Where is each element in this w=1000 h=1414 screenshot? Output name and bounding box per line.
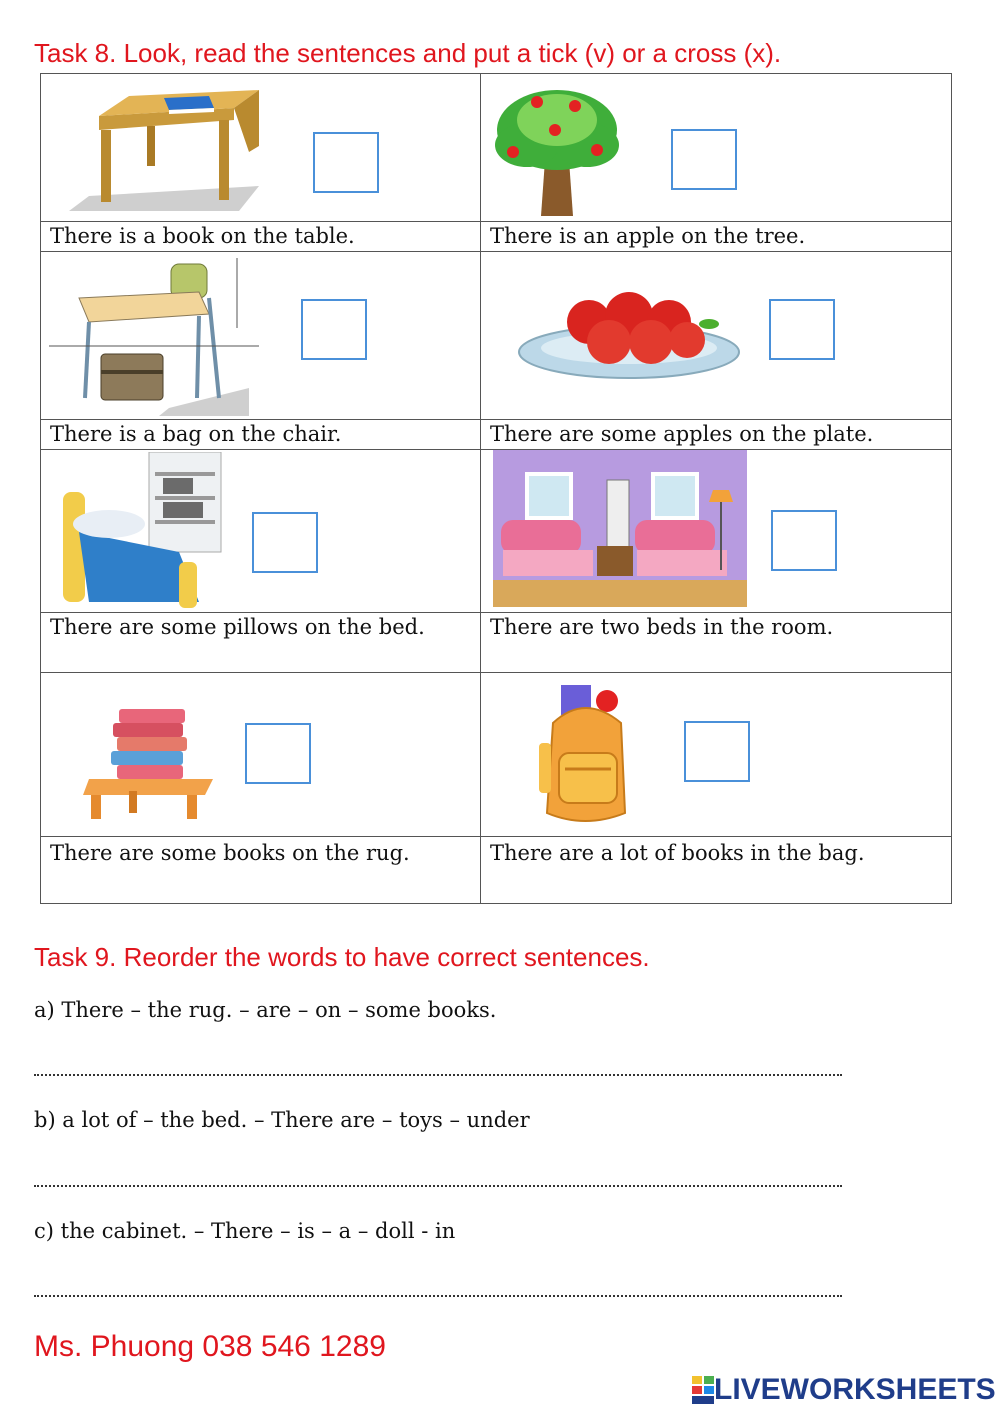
picture-cell-books — [41, 673, 481, 837]
picture-cell-backpack — [481, 673, 952, 837]
answer-box-7[interactable] — [245, 723, 311, 784]
answer-box-2[interactable] — [671, 129, 737, 190]
liveworksheets-logo-icon — [692, 1376, 714, 1404]
picture-cell-table — [41, 74, 481, 222]
question-a: a) There – the rug. – are – on – some books. — [34, 998, 497, 1022]
picture-cell-bedroom — [481, 450, 952, 613]
answer-box-8[interactable] — [684, 721, 750, 782]
picture-cell-apples — [481, 252, 952, 420]
caption-5: There are some pillows on the bed. — [50, 615, 425, 639]
answer-box-3[interactable] — [301, 299, 367, 360]
task9-title: Task 9. Reorder the words to have correct sentences. — [34, 942, 650, 972]
author-signature: Ms. Phuong 038 546 1289 — [34, 1330, 386, 1363]
bed-with-pillow-image — [59, 452, 229, 610]
logo-text: LIVEWORKSHEETS — [714, 1373, 996, 1406]
liveworksheets-logo — [692, 1372, 996, 1408]
plate-of-apples-image — [517, 286, 742, 382]
caption-3: There is a bag on the chair. — [50, 422, 342, 446]
bedroom-two-beds-image — [493, 450, 747, 607]
caption-cell — [41, 837, 481, 904]
caption-cell — [481, 420, 952, 450]
answer-box-5[interactable] — [252, 512, 318, 573]
answer-box-4[interactable] — [769, 299, 835, 360]
table-with-book-image — [69, 86, 259, 211]
caption-cell — [481, 222, 952, 252]
answer-box-6[interactable] — [771, 510, 837, 571]
answer-line-a[interactable] — [34, 1074, 842, 1076]
question-b: b) a lot of – the bed. – There are – toys – under — [34, 1108, 530, 1132]
caption-8: There are a lot of books in the bag. — [490, 841, 865, 865]
school-backpack-image — [535, 683, 635, 827]
task8-title: Task 8. Look, read the sentences and put a tick (v) or a cross (x). — [34, 38, 782, 68]
caption-7: There are some books on the rug. — [50, 841, 410, 865]
desk-chair-bag-image — [49, 258, 259, 416]
books-on-table-image — [83, 705, 221, 821]
caption-cell — [481, 837, 952, 904]
caption-2: There is an apple on the tree. — [490, 224, 806, 248]
picture-cell-tree — [481, 74, 952, 222]
task8-grid — [40, 73, 952, 904]
question-c: c) the cabinet. – There – is – a – doll - in — [34, 1219, 456, 1243]
answer-box-1[interactable] — [313, 132, 379, 193]
caption-6: There are two beds in the room. — [490, 615, 834, 639]
caption-1: There is a book on the table. — [50, 224, 355, 248]
answer-line-b[interactable] — [34, 1185, 842, 1187]
picture-cell-bed — [41, 450, 481, 613]
caption-cell — [481, 613, 952, 673]
caption-cell — [41, 613, 481, 673]
caption-4: There are some apples on the plate. — [490, 422, 874, 446]
caption-cell — [41, 420, 481, 450]
apple-tree-image — [487, 80, 627, 218]
picture-cell-desk — [41, 252, 481, 420]
answer-line-c[interactable] — [34, 1295, 842, 1297]
caption-cell — [41, 222, 481, 252]
